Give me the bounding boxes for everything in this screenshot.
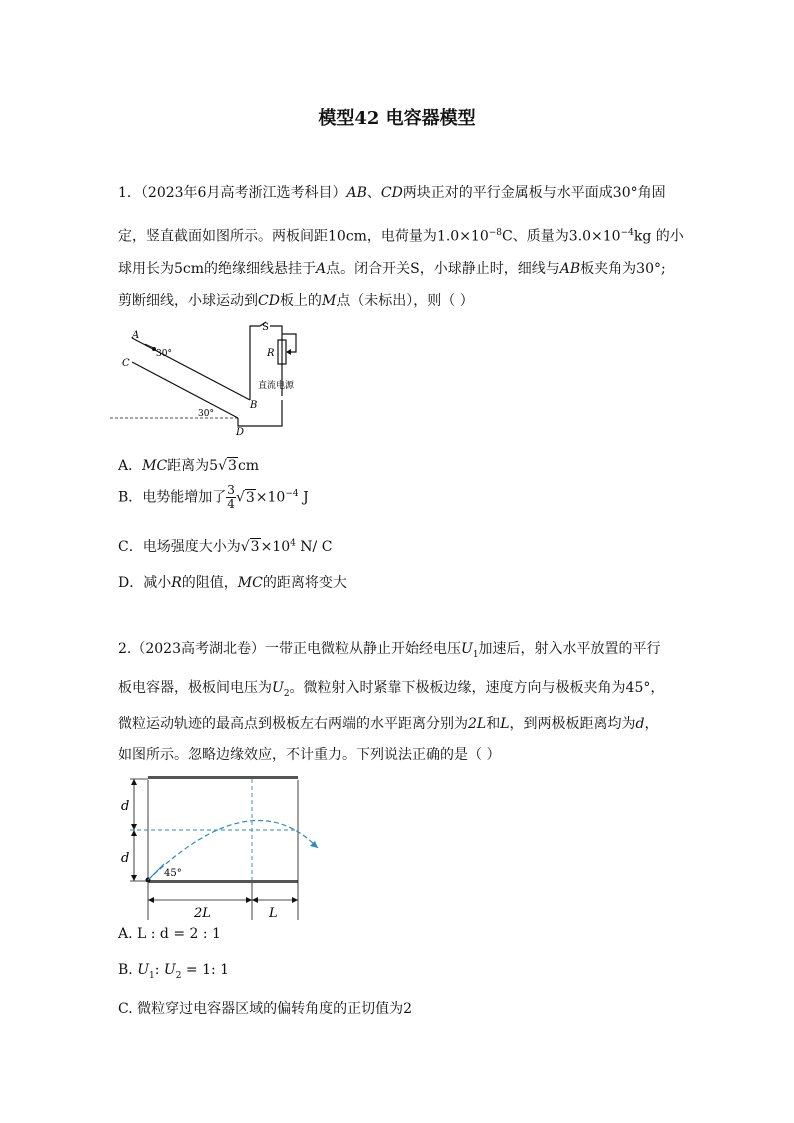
q2-option-c-text: C. 微粒穿过电容器区域的偏转角度的正切值为2	[118, 1001, 413, 1017]
q1-source: 1．（2023年6月高考浙江选考科目）	[118, 185, 347, 201]
q1-option-b-times: ×10	[255, 489, 286, 506]
q1-text-4c: 点（未标出），则（ ）	[336, 293, 474, 309]
q1-point-a: A	[316, 261, 327, 277]
q2-text-3d: ，	[644, 716, 659, 732]
q1-text-3b: 点。闭合开关S，小球静止时，细线与	[326, 261, 560, 277]
q1-option-a-sqrt-icon: √	[218, 458, 228, 474]
q2-line-3	[118, 714, 658, 734]
q1-option-b-denominator: 4	[227, 497, 235, 511]
q1-fig-label-b: B	[250, 400, 258, 411]
q1-line-4	[118, 291, 474, 311]
q1-line-1	[118, 183, 666, 203]
q1-option-d-mid: 的阻值，	[181, 575, 238, 591]
q2-text-4: 如图所示。忽略边缘效应，不计重力。下列说法正确的是（ ）	[118, 747, 501, 763]
q1-mass-unit: kg 的小	[633, 228, 684, 245]
q2-option-b-u2: U	[163, 962, 176, 978]
q2-l: L	[500, 716, 510, 732]
q1-option-b-exp: −4	[285, 488, 299, 499]
q1-mass-exp: −4	[620, 228, 634, 238]
q1-fig-label-r: R	[267, 348, 275, 359]
q2-option-b-u1: U	[137, 962, 150, 978]
q1-option-a-label: A．	[118, 458, 143, 474]
q1-sep: 、	[366, 185, 381, 201]
q2-text-2b: 。微粒射入时紧靠下极板边缘，速度方向与极板夹角为45°，	[289, 680, 665, 696]
q1-text-1: 两块正对的平行金属板与水平面成30°角固	[402, 185, 666, 201]
q1-charge: 1.0×10	[436, 228, 489, 245]
q2-option-b-u2-sub: 2	[175, 970, 182, 981]
q1-option-a[interactable]	[118, 455, 259, 475]
q1-mass: 3.0×10	[568, 228, 621, 245]
q1-option-d-r: R	[171, 575, 182, 591]
q1-option-b-sqrt-icon: √	[235, 489, 245, 506]
q2-text-3c: ，到两极板距离均为	[509, 716, 636, 732]
q1-option-a-unit: cm	[237, 458, 260, 474]
q2-option-b-eq: = 1: 1	[181, 962, 230, 978]
q2-option-a-text: A. L : d = 2 : 1	[118, 926, 221, 942]
q1-option-d-label: D．减小	[118, 575, 172, 591]
q1-ab: AB	[346, 185, 367, 201]
q1-charge-unit: C、质量为	[502, 228, 569, 245]
q1-option-b-label: B．电势能增加了	[118, 489, 227, 506]
q1-option-d[interactable]	[118, 572, 347, 592]
q2-line-4	[118, 745, 500, 765]
q1-option-b[interactable]	[118, 484, 309, 511]
q2-u2-sub: 2	[283, 688, 290, 699]
q1-fig-label-a: A	[132, 330, 140, 341]
q1-line-2	[118, 223, 684, 247]
page-title: 模型42 电容器模型	[318, 108, 476, 129]
q2-u1-sub: 1	[472, 649, 479, 660]
q1-option-b-fraction	[226, 484, 236, 511]
q2-2l: 2L	[468, 716, 487, 732]
q2-text-1b: 加速后，射入水平放置的平行	[478, 641, 661, 657]
q2-text-2: 板电容器，极板间电压为	[118, 680, 272, 696]
q2-figure	[112, 772, 330, 920]
q1-fig-angle-2: 30°	[198, 409, 214, 419]
q1-fig-angle-1: 30°	[156, 349, 172, 359]
q1-ab-2: AB	[559, 261, 581, 277]
q1-option-b-unit: J	[303, 489, 309, 506]
q1-option-c-times: ×10	[260, 539, 291, 555]
q2-line-1	[118, 639, 661, 665]
q2-option-a[interactable]	[118, 926, 221, 942]
q2-fig-d-bottom: d	[121, 851, 130, 866]
q1-option-c-sqrt-icon: √	[240, 539, 250, 555]
q2-option-b[interactable]	[118, 962, 229, 981]
q1-option-a-radicand: 3	[228, 458, 237, 474]
q2-fig-angle: 45°	[164, 868, 182, 879]
q1-option-a-value: 5	[209, 458, 219, 474]
q1-option-c-radicand: 3	[250, 539, 260, 555]
q2-fig-2l: 2L	[194, 906, 211, 920]
q1-option-b-radicand: 3	[245, 489, 255, 506]
q1-option-c-label: C．电场强度大小为	[118, 539, 241, 555]
q1-text-4: 剪断细线，小球运动到	[118, 293, 258, 309]
q1-option-c-unit: N/ C	[300, 539, 333, 555]
q1-line-3	[118, 259, 666, 279]
q1-fig-power-source: 直流电源	[258, 381, 295, 391]
q1-text-3c: 板夹角为30°;	[580, 261, 666, 277]
q2-u1: U	[461, 641, 473, 657]
q1-cd-2: CD	[258, 293, 280, 309]
q1-charge-exp: −8	[488, 228, 503, 238]
q1-fig-label-c: C	[122, 358, 130, 369]
q1-option-a-text: 距离为	[167, 458, 210, 474]
q2-text-3: 微粒运动轨迹的最高点到极板左右两端的水平距离分别为	[118, 716, 468, 732]
q1-text-3: 球用长为5cm的绝缘细线悬挂于	[118, 261, 317, 277]
q2-option-b-label: B.	[118, 962, 138, 978]
q1-option-c[interactable]	[118, 536, 332, 556]
q2-line-2	[118, 678, 664, 704]
q2-option-c[interactable]	[118, 998, 412, 1018]
q2-option-b-u1-sub: 1	[149, 970, 155, 981]
q2-d: d	[635, 716, 645, 732]
q1-fig-label-s: S	[262, 322, 269, 333]
q1-cd: CD	[380, 185, 403, 201]
q1-option-d-mc: MC	[237, 575, 263, 591]
q1-figure	[110, 318, 310, 444]
q2-text-1: 2.（2023高考湖北卷）一带正电微粒从静止开始经电压	[118, 641, 461, 657]
q1-option-d-end: 的距离将变大	[262, 575, 347, 591]
q1-text-2: 定，竖直截面如图所示。两板间距10cm，电荷量为	[118, 228, 437, 245]
q2-text-3b: 和	[486, 716, 501, 732]
q1-option-a-mc: MC	[142, 458, 168, 474]
q2-fig-d-top: d	[121, 799, 130, 814]
q1-fig-label-d: D	[236, 427, 245, 438]
q2-fig-l: L	[269, 906, 278, 920]
q1-text-4b: 板上的	[279, 293, 322, 309]
q2-u2: U	[272, 680, 284, 696]
q1-point-m: M	[321, 293, 337, 309]
q1-option-c-exp: 4	[290, 538, 296, 549]
q2-option-b-colon: :	[154, 962, 164, 978]
q1-option-b-numerator: 3	[227, 483, 235, 497]
